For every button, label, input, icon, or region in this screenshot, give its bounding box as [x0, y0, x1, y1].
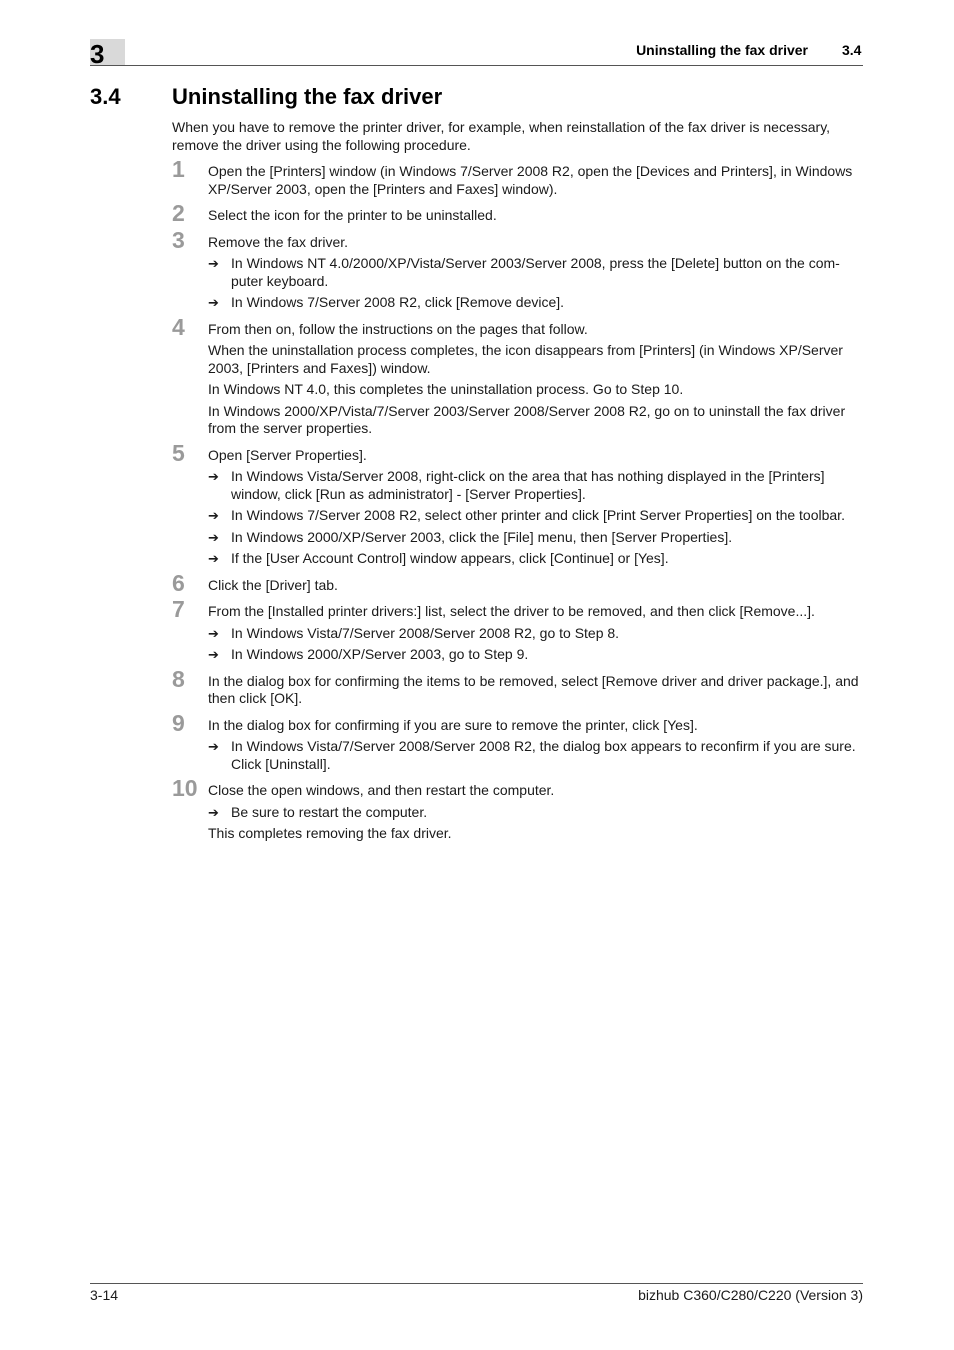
step-note-text: In Windows 7/Server 2008 R2, click [Remove device].	[231, 294, 565, 310]
arrow-icon: ➔	[208, 647, 219, 662]
step-text: Click the [Driver] tab.	[208, 576, 338, 593]
step-note-text: In Windows 2000/XP/Server 2003, go to Step 9.	[231, 646, 529, 662]
section-body	[172, 119, 864, 843]
procedure-step	[172, 313, 864, 438]
step-number: 3	[172, 226, 185, 253]
step-number: 4	[172, 313, 185, 340]
step-number: 2	[172, 200, 185, 226]
step-number: 6	[172, 569, 185, 596]
section-title: Uninstalling the fax driver	[172, 84, 443, 109]
step-note	[208, 529, 864, 547]
step-paragraph: When the uninstallation process completes, the icon disappears from [Printers] (in Windows XP/Server 2003, [Printers and Faxes]) window.	[208, 342, 843, 376]
arrow-icon: ➔	[208, 804, 219, 820]
step-text: Open [Server Properties].	[208, 446, 367, 463]
step-note-text: If the [User Account Control] window appears, click [Continue] or [Yes].	[231, 550, 669, 566]
step-text: From then on, follow the instructions on the pages that follow.	[208, 320, 588, 337]
arrow-icon: ➔	[208, 508, 219, 523]
step-note-text: In Windows 2000/XP/Server 2003, click the [File] menu, then [Server Properties].	[231, 528, 733, 545]
step-note	[208, 468, 864, 503]
step-number: 1	[172, 156, 185, 182]
arrow-icon: ➔	[208, 739, 219, 754]
step-note	[208, 507, 864, 525]
step-note	[208, 646, 864, 664]
arrow-icon: ➔	[208, 295, 219, 310]
step-note-text: In Windows Vista/7/Server 2008/Server 2008 R2, the dialog box appears to reconfirm if you are sure. Click [Uninstall].	[231, 738, 856, 772]
footer-divider	[90, 1283, 863, 1284]
step-number: 7	[172, 596, 185, 622]
page-number: 3-14	[90, 1287, 119, 1303]
step-note	[208, 550, 864, 568]
step-text: Select the icon for the printer to be uninstalled.	[208, 207, 497, 223]
procedure-step	[172, 200, 864, 226]
header-divider	[90, 65, 863, 66]
running-header-section: 3.4	[842, 42, 862, 58]
procedure-step	[172, 709, 864, 774]
step-note	[208, 804, 864, 822]
procedure-step	[172, 439, 864, 568]
arrow-icon: ➔	[208, 625, 219, 641]
arrow-icon: ➔	[208, 529, 219, 545]
step-note-text: In Windows Vista/Server 2008, right-click on the area that has nothing displayed in the [Printers] window, click [Run as administrator] - [Server Properties].	[231, 468, 825, 502]
procedure-step	[172, 569, 864, 596]
intro-paragraph: When you have to remove the printer driver, for example, when reinstallation of the fax driver is necessary, remove the driver using the following procedure.	[172, 119, 831, 153]
completion-note: This completes removing the fax driver.	[208, 825, 452, 841]
step-note	[208, 738, 864, 773]
step-number: 10	[172, 775, 198, 801]
step-text: Open the [Printers] window (in Windows 7/Server 2008 R2, open the [Devices and Printers], in Windows XP/Server 2003, open the [Printers and Faxes] window).	[208, 163, 853, 197]
step-paragraph: In Windows 2000/XP/Vista/7/Server 2003/Server 2008/Server 2008 R2, go on to uninstall the fax driver from the server properties.	[208, 402, 846, 436]
procedure-step	[172, 596, 864, 664]
step-text: Close the open windows, and then restart the computer.	[208, 782, 555, 798]
step-note-text: In Windows Vista/7/Server 2008/Server 2008 R2, go to Step 8.	[231, 624, 620, 641]
running-header-title: Uninstalling the fax driver	[636, 42, 808, 58]
step-text: In the dialog box for confirming if you are sure to remove the printer, click [Yes].	[208, 716, 698, 733]
step-note-text: Be sure to restart the computer.	[231, 803, 428, 820]
arrow-icon: ➔	[208, 551, 219, 566]
step-text: In the dialog box for confirming the items to be removed, select [Remove driver and driver package.], and then click [OK].	[208, 672, 859, 706]
step-number: 8	[172, 665, 185, 692]
step-number: 5	[172, 439, 185, 466]
step-text: Remove the fax driver.	[208, 233, 349, 250]
step-text: From the [Installed printer drivers:] list, select the driver to be removed, and then click [Remove...].	[208, 603, 815, 619]
step-note	[208, 294, 864, 312]
arrow-icon: ➔	[208, 469, 219, 484]
chapter-number: 3	[90, 39, 105, 69]
procedure-step	[172, 226, 864, 312]
step-number: 9	[172, 709, 185, 736]
step-note-text: In Windows 7/Server 2008 R2, select other printer and click [Print Server Properties] on the toolbar.	[231, 507, 845, 523]
section-number: 3.4	[90, 84, 121, 109]
procedure-step	[172, 665, 864, 708]
step-note	[208, 625, 864, 643]
step-paragraph: In Windows NT 4.0, this completes the uninstallation process. Go to Step 10.	[208, 381, 684, 397]
procedure-step	[172, 775, 864, 843]
step-note	[208, 255, 864, 290]
step-list	[172, 156, 864, 843]
step-note-text: In Windows NT 4.0/2000/XP/Vista/Server 2003/Server 2008, press the [Delete] button on the com-puter keyboard.	[231, 255, 840, 289]
arrow-icon: ➔	[208, 256, 219, 271]
product-name: bizhub C360/C280/C220 (Version 3)	[638, 1287, 863, 1303]
procedure-step	[172, 156, 864, 198]
